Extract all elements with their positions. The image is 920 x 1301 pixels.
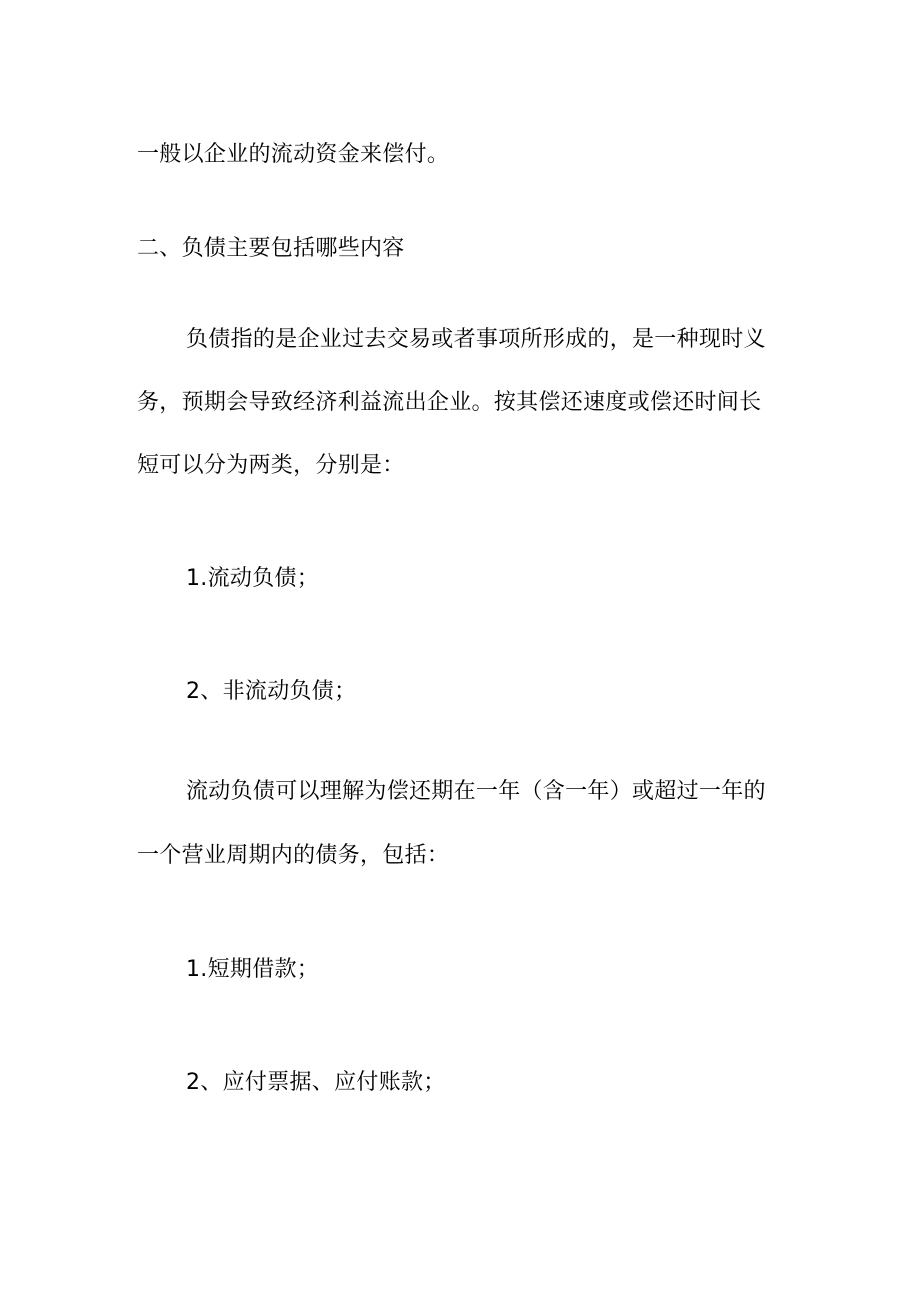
paragraph-line: 一个营业周期内的债务，包括： xyxy=(137,843,450,868)
list-item: 1.流动负债； xyxy=(186,566,320,591)
list-item: 2、非流动负债； xyxy=(186,679,357,704)
list-item: 1.短期借款； xyxy=(186,957,320,982)
paragraph-line: 流动负债可以理解为偿还期在一年（含一年）或超过一年的 xyxy=(186,779,766,804)
paragraph-line: 短可以分为两类，分别是： xyxy=(137,453,405,478)
paragraph-line: 负债指的是企业过去交易或者事项所形成的，是一种现时义 xyxy=(186,327,766,352)
list-item: 2、应付票据、应付账款； xyxy=(186,1070,446,1095)
paragraph-line: 务，预期会导致经济利益流出企业。按其偿还速度或偿还时间长 xyxy=(137,390,762,415)
section-heading: 二、负债主要包括哪些内容 xyxy=(137,236,405,261)
paragraph-line: 一般以企业的流动资金来偿付。 xyxy=(137,142,450,167)
